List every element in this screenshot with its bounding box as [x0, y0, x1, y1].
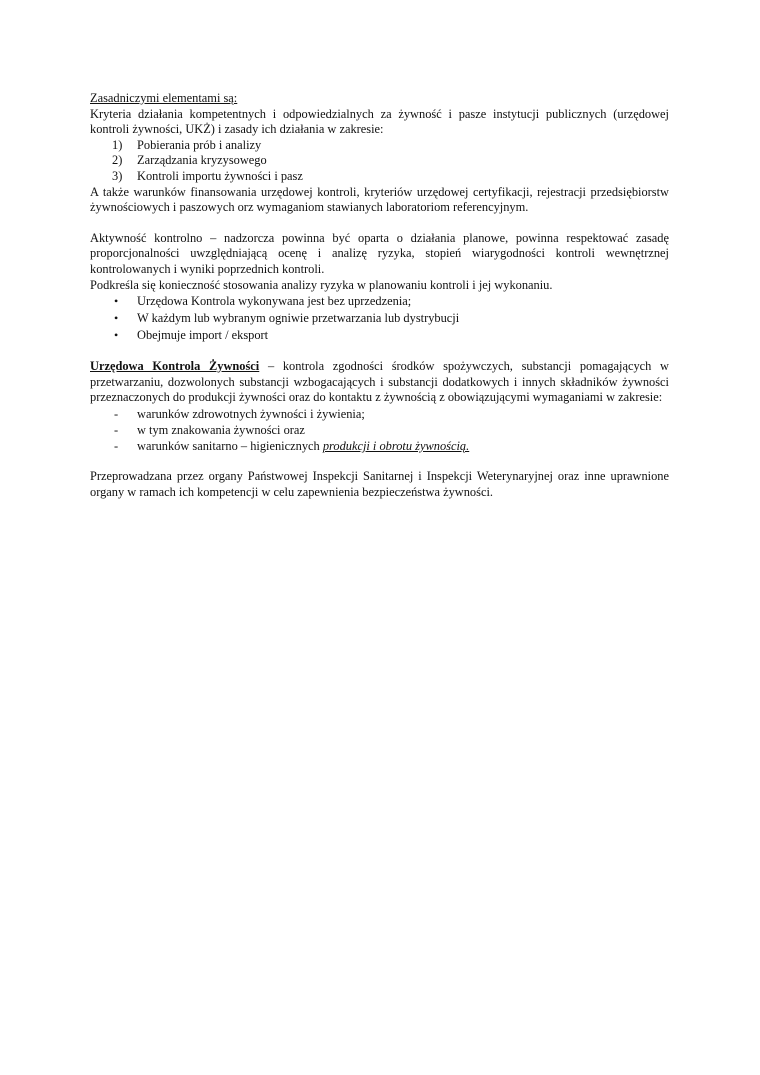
list-item-text: Pobierania prób i analizy — [137, 137, 262, 152]
list-number: 1) — [112, 137, 123, 152]
bullet-list — [90, 293, 669, 344]
definition-text: – kontrola zgodności środków spożywczych, substancji pomagających w przetwarzaniu, dozwolonych substancji wzbogacających i substancji dodatkowych i innych składników żywności przeznaczonych do produkcji żywności oraz do kontaktu z żywnością z obowiązującymi wymaganiami w zakresie: — [90, 359, 670, 405]
bullet-icon: • — [114, 294, 119, 309]
numbered-list — [90, 138, 669, 185]
bullet-item — [90, 310, 669, 327]
dash-item — [90, 422, 669, 438]
dash-marker: - — [114, 438, 119, 453]
list-item — [90, 138, 669, 154]
paragraph-gap — [90, 216, 669, 231]
bullet-text: Urzędowa Kontrola wykonywana jest bez uprzedzenia; — [137, 294, 412, 309]
closing-paragraph: A także warunków finansowania urzędowej kontroli, kryteriów urzędowej certyfikacji, rejestracji przedsiębiorstw żywnościowych i paszowych orz wymaganiom stawianych laboratoriom referencyjnym. — [90, 184, 669, 215]
definition-term: Urzędowa Kontrola Żywności — [90, 359, 260, 374]
dash-item — [90, 438, 669, 454]
authorities-paragraph: Przeprowadzana przez organy Państwowej Inspekcji Sanitarnej i Inspekcji Weterynaryjnej oraz inne uprawnione organy w ramach ich kompetencji w celu zapewnienia bezpieczeństwa żywności. — [90, 468, 669, 499]
bullet-icon: • — [114, 311, 119, 326]
bullet-item — [90, 293, 669, 310]
section-heading: Zasadniczymi elementami są: — [90, 91, 238, 105]
document-page — [90, 91, 669, 500]
bullet-text: W każdym lub wybranym ogniwie przetwarzania lub dystrybucji — [137, 311, 460, 326]
list-item — [90, 169, 669, 185]
list-item — [90, 153, 669, 169]
dash-item-text: warunków zdrowotnych żywności i żywienia; — [137, 406, 365, 421]
list-item-text: Zarządzania kryzysowego — [137, 153, 267, 168]
dash-item-emphasis: produkcji i obrotu żywnością. — [322, 438, 470, 453]
intro-paragraph: Kryteria działania kompetentnych i odpowiedzialnych za żywność i pasze instytucji publicznych (urzędowej kontroli żywności, UKŻ) i zasady ich działania w zakresie: — [90, 106, 669, 137]
control-paragraph: Aktywność kontrolno – nadzorcza powinna być oparta o działania planowe, powinna respektować zasadę proporcjonalności uwzględniającą ocenę i analizę ryzyka, stopień wiarygodności kontroli wewnętrznej kontrolowanych i wyniki poprzednich kontroli. — [90, 230, 669, 276]
dash-list — [90, 406, 669, 454]
dash-marker: - — [114, 406, 119, 421]
list-number: 2) — [112, 153, 123, 168]
dash-item-text: w tym znakowania żywności oraz — [137, 422, 305, 437]
paragraph-gap — [90, 454, 669, 469]
list-number: 3) — [112, 168, 123, 183]
definition-paragraph — [90, 359, 669, 406]
paragraph-gap — [90, 344, 669, 359]
bullet-item — [90, 327, 669, 344]
dash-item — [90, 406, 669, 422]
dash-item-text: warunków sanitarno – higienicznych — [137, 438, 323, 453]
dash-marker: - — [114, 422, 119, 437]
risk-analysis-sentence: Podkreśla się konieczność stosowania analizy ryzyka w planowaniu kontroli i jej wykonaniu. — [90, 277, 553, 292]
bullet-icon: • — [114, 328, 119, 343]
list-item-text: Kontroli importu żywności i pasz — [137, 168, 303, 183]
bullet-text: Obejmuje import / eksport — [137, 328, 269, 343]
